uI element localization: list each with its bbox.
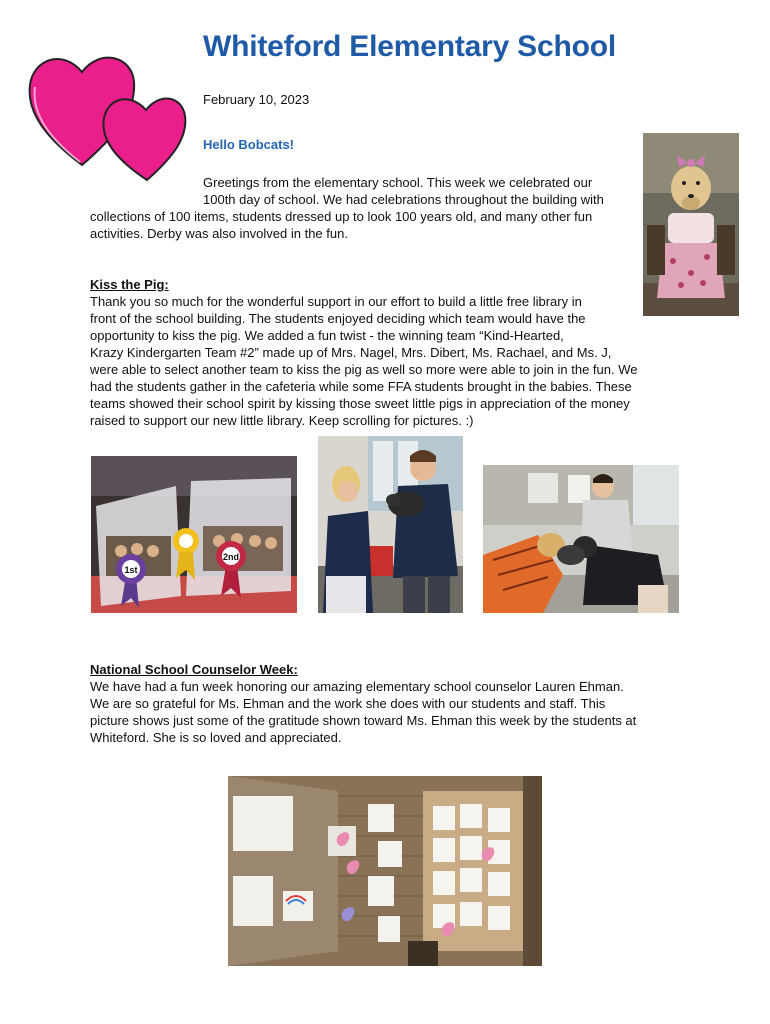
ribbon-label: 1st [124, 565, 138, 575]
team-signs-photo [91, 456, 297, 613]
hearts-icon [22, 40, 192, 185]
counselor-week-line: Whiteford. She is so loved and appreciated. [90, 730, 342, 745]
newsletter-date: February 10, 2023 [203, 92, 310, 107]
section-heading-kiss-the-pig: Kiss the Pig: [90, 277, 169, 292]
kiss-the-pig-line: were able to select another team to kiss the pig as well so more were able to join in the fun. We [90, 362, 638, 377]
counselor-week-line: picture shows just some of the gratitude shown toward Ms. Ehman this week by the students at [90, 713, 637, 728]
greeting: Hello Bobcats! [203, 137, 295, 152]
students-with-pig-photo [318, 436, 463, 613]
intro-line: 100th day of school. We had celebrations throughout the building with [203, 192, 604, 207]
ribbon-label: 2nd [222, 552, 240, 562]
kiss-the-pig-line: had the students gather in the cafeteria while some FFA students brought in the babies. These [90, 379, 632, 394]
kissing-pig-photo [483, 465, 679, 613]
kiss-the-pig-line: raised to support our new little library. Keep scrolling for pictures. :) [90, 413, 474, 428]
intro-line: activities. Derby was also involved in the fun. [90, 226, 348, 241]
section-heading-counselor-week: National School Counselor Week: [90, 662, 298, 677]
dog-photo [643, 133, 739, 316]
kiss-the-pig-line: Krazy Kindergarten Team #2” made up of Mrs. Nagel, Mrs. Dibert, Ms. Rachael, and Ms. J, [90, 345, 612, 360]
counselor-week-line: We are so grateful for Ms. Ehman and the work she does with our students and staff. This [90, 696, 606, 711]
kiss-the-pig-line: teams showed their school spirit by kissing those sweet little pigs in appreciation of the money [90, 396, 630, 411]
intro-line: Greetings from the elementary school. This week we celebrated our [203, 175, 593, 190]
kiss-the-pig-line: front of the school building. The students enjoyed deciding which team would have the [90, 311, 586, 326]
counselor-week-line: We have had a fun week honoring our amazing elementary school counselor Lauren Ehman. [90, 679, 624, 694]
page-title: Whiteford Elementary School [203, 30, 616, 63]
gratitude-wall-photo [228, 776, 542, 966]
kiss-the-pig-line: Thank you so much for the wonderful support in our effort to build a little free library in [90, 294, 582, 309]
kiss-the-pig-line: opportunity to kiss the pig. We added a fun twist - the winning team “Kind-Hearted, [90, 328, 564, 343]
intro-line: collections of 100 items, students dressed up to look 100 years old, and many other fun [90, 209, 593, 224]
